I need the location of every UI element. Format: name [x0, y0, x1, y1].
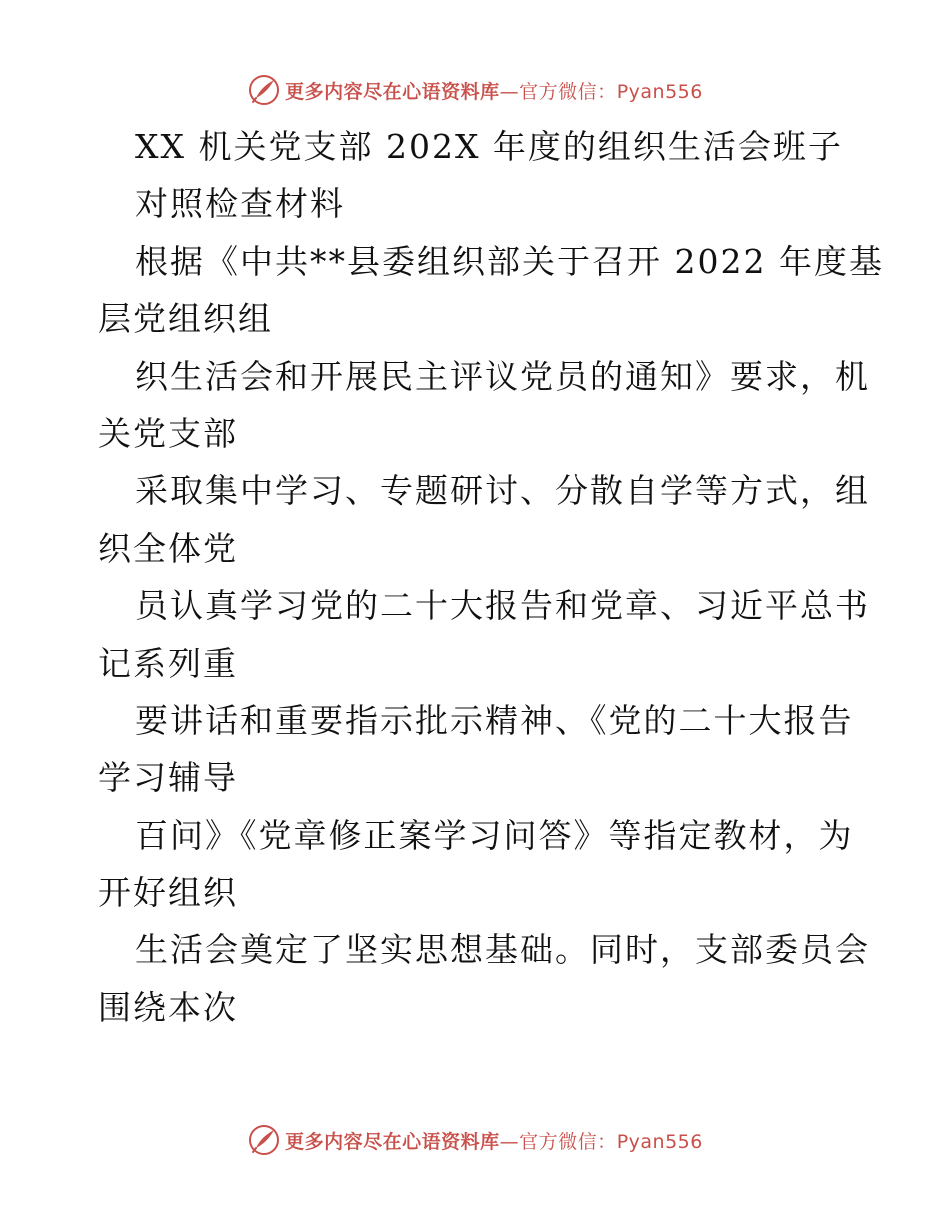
doc-line: 关党支部: [98, 413, 238, 453]
doc-line: 织全体党: [98, 528, 238, 568]
document-body: [98, 118, 884, 1036]
doc-line: 采取集中学习、专题研讨、分散自学等方式，组: [135, 471, 870, 511]
doc-line: 员认真学习党的二十大报告和党章、习近平总书: [135, 586, 870, 626]
footer-banner: [0, 1120, 950, 1160]
doc-title-line-2: 对照检查材料: [135, 184, 345, 224]
doc-line: 围绕本次: [98, 987, 238, 1027]
doc-line: 开好组织: [98, 873, 238, 913]
doc-line: 百问》《党章修正案学习问答》等指定教材，为: [135, 815, 854, 855]
quill-logo-icon: [247, 1123, 281, 1157]
header-banner-dash: —: [499, 80, 520, 103]
doc-line: 层党组织组: [98, 299, 273, 339]
footer-banner-dash: —: [499, 1130, 520, 1153]
header-banner-text: [285, 77, 703, 104]
footer-banner-wechat: 官方微信：: [519, 1130, 617, 1153]
quill-logo-icon: [247, 73, 281, 107]
doc-line: 要讲话和重要指示批示精神、《党的二十大报告: [135, 700, 854, 740]
header-banner: [0, 70, 950, 110]
doc-line: 学习辅导: [98, 758, 238, 798]
header-banner-wechat: 官方微信：: [519, 80, 617, 103]
footer-banner-text: [285, 1127, 703, 1154]
doc-line: 生活会奠定了坚实思想基础。同时，支部委员会: [135, 930, 870, 970]
header-banner-lead: 更多内容尽在心语资料库: [285, 80, 500, 103]
footer-banner-lead: 更多内容尽在心语资料库: [285, 1130, 500, 1153]
header-banner-account: Pyan556: [616, 80, 703, 103]
doc-line: 织生活会和开展民主评议党员的通知》要求，机: [135, 356, 870, 396]
doc-title-line-1: XX 机关党支部 202X 年度的组织生活会班子: [135, 127, 843, 166]
footer-banner-account: Pyan556: [616, 1130, 703, 1153]
doc-line: 根据《中共**县委组织部关于召开 2022 年度基: [135, 241, 884, 281]
doc-line: 记系列重: [98, 643, 238, 683]
